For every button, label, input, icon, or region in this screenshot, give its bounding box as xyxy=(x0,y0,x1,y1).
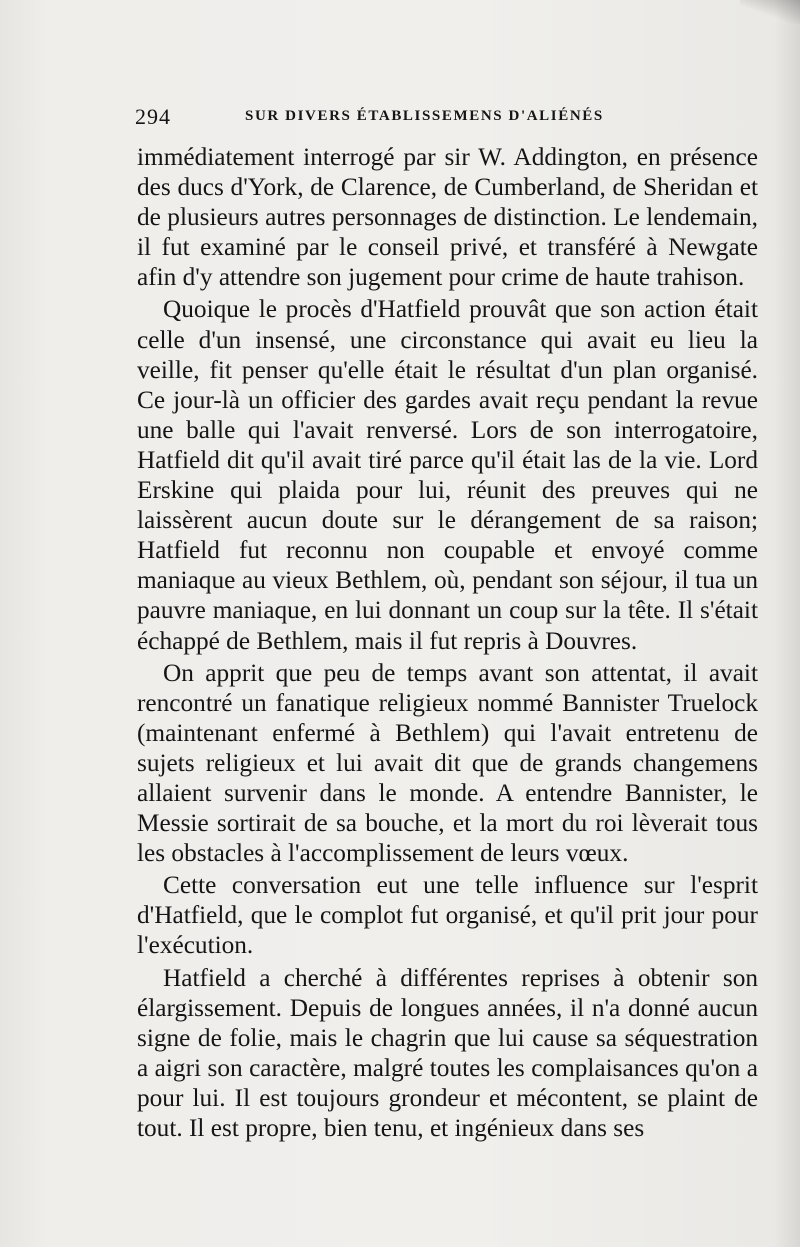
paragraph-2: Quoique le procès d'Hatfield prouvât que son action était celle d'un insensé, une circonstance qui avait eu lieu la veille, fit penser qu'elle était le résultat d'un plan organisé. Ce jour-là un officier des gardes avait reçu pendant la revue une balle qui l'avait renversé. Lors de son interrogatoire, Hatfield dit qu'il avait tiré parce qu'il était las de la vie. Lord Erskine qui plaida pour lui, réunit des preuves qui ne laissèrent aucun doute sur le dérangement de sa raison; Hatfield fut reconnu non coupable et envoyé comme maniaque au vieux Bethlem, où, pendant son séjour, il tua un pauvre maniaque, en lui donnant un coup sur la tête. Il s'était échappé de Bethlem, mais il fut repris à Douvres. xyxy=(137,295,758,655)
paragraph-1: immédiatement interrogé par sir W. Addington, en présence des ducs d'York, de Clarence, de Cumberland, de Sheridan et de plusieurs autres personnages de distinction. Le lendemain, il fut examiné par le conseil privé, et transféré à Newgate afin d'y attendre son jugement pour crime de haute trahison. xyxy=(137,143,758,292)
page-header xyxy=(135,104,755,130)
paragraph-5: Hatfield a cherché à différentes reprises à obtenir son élargissement. Depuis de longues années, il n'a donné aucun signe de folie, mais le chagrin que lui cause sa séquestration a aigri son caractère, malgré toutes les complaisances qu'on a pour lui. Il est toujours grondeur et mécontent, se plaint de tout. Il est propre, bien tenu, et ingénieux dans ses xyxy=(137,963,758,1142)
paragraph-4: Cette conversation eut une telle influence sur l'esprit d'Hatfield, que le complot fut organisé, et qu'il prit jour pour l'exécution. xyxy=(137,871,758,960)
page-corner-shadow xyxy=(740,0,800,24)
running-head: SUR DIVERS ÉTABLISSEMENS D'ALIÉNÉS xyxy=(245,108,604,124)
page-number: 294 xyxy=(135,104,171,129)
paragraph-3: On apprit que peu de temps avant son attentat, il avait rencontré un fanatique religieux nommé Bannister Truelock (maintenant enfermé à Bethlem) qui l'avait entretenu de sujets religieux et lui avait dit que de grands changemens allaient survenir dans le monde. A entendre Bannister, le Messie sortirait de sa bouche, et la mort du roi lèverait tous les obstacles à l'accomplissement de leurs vœux. xyxy=(137,658,758,868)
body-text xyxy=(137,142,758,1143)
